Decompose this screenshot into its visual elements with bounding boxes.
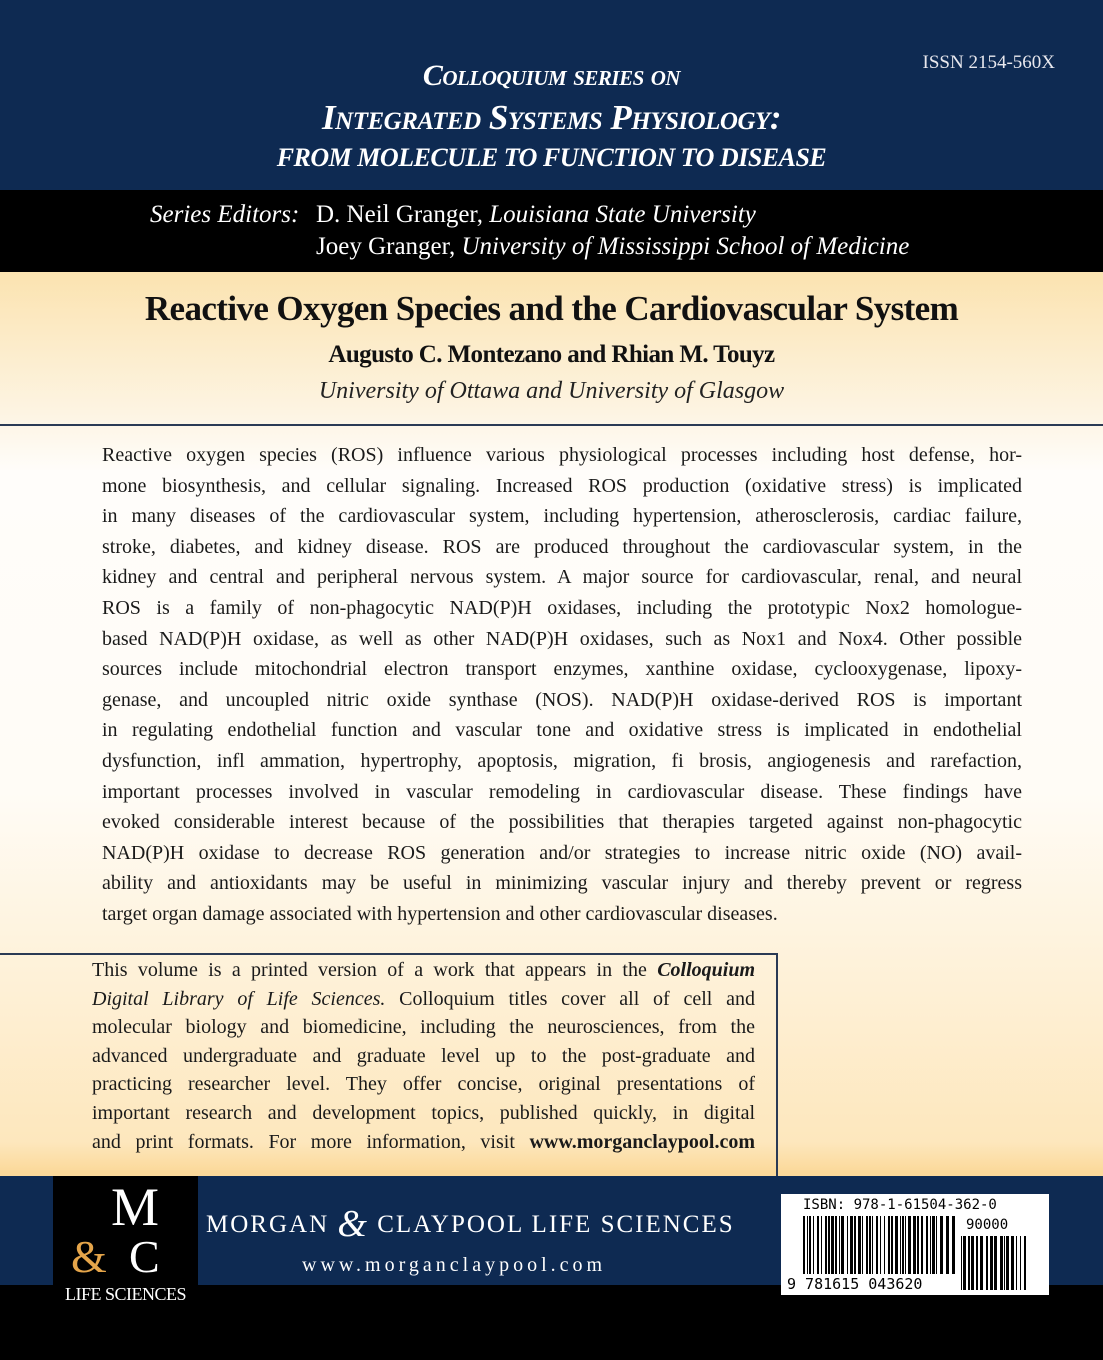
barcode-bar <box>858 1216 861 1274</box>
abstract-line: kidney and central and peripheral nervous system. A major source for cardiovascular, renal, and neural <box>102 566 1022 589</box>
series-title-line2: Integrated Systems Physiology: <box>322 98 781 137</box>
info-box <box>92 956 755 1156</box>
barcode-bar <box>839 1216 840 1274</box>
editor-2 <box>316 232 909 262</box>
barcode-bar <box>825 1216 827 1274</box>
barcode-bar <box>986 1236 988 1290</box>
barcode-bar <box>926 1216 928 1274</box>
barcode-bar <box>994 1236 997 1290</box>
barcode-bar <box>968 1236 970 1290</box>
series-title-line3: FROM MOLECULE TO FUNCTION TO DISEASE <box>276 143 827 172</box>
author-affiliation: University of Ottawa and University of Glasgow <box>318 378 785 404</box>
barcode-bar <box>940 1216 943 1274</box>
abstract-line: important processes involved in vascular remodeling in cardiovascular disease. These findings have <box>102 780 1022 803</box>
editors-label: Series Editors: <box>150 201 300 228</box>
barcode-bar <box>976 1236 978 1290</box>
text: molecular biology and biomedicine, including the neurosciences, from the <box>92 1016 755 1039</box>
barcode-bar <box>809 1216 811 1274</box>
logo-letter: C <box>129 1231 160 1282</box>
editor-1 <box>316 200 756 230</box>
barcode-bar <box>866 1216 868 1274</box>
series-header <box>0 0 1103 190</box>
barcode-bar <box>847 1216 848 1274</box>
price-barcode-bars <box>961 1236 1031 1290</box>
barcode-bar <box>884 1216 885 1274</box>
barcode-bar <box>1016 1236 1017 1290</box>
book-authors: Augusto C. Montezano and Rhian M. Touyz <box>328 341 775 368</box>
publisher-logo <box>53 1176 198 1305</box>
text: Colloquium <box>657 959 755 981</box>
barcode-bar <box>821 1216 822 1274</box>
abstract-line: ROS is a family of non-phagocytic NAD(P)H oxidases, including the prototypic Nox2 homologue- <box>102 596 1022 619</box>
barcode-bar <box>900 1216 901 1274</box>
barcode-bar <box>835 1216 837 1274</box>
ean-number: 9 781615 043620 <box>787 1275 923 1293</box>
price-code: 90000 <box>966 1217 1009 1233</box>
barcode-bar <box>1011 1236 1014 1290</box>
text: Colloquium titles cover all of cell and <box>399 987 755 1010</box>
isbn-barcode <box>781 1194 1049 1295</box>
logo-ampersand: & <box>71 1231 107 1282</box>
barcode-bar <box>872 1216 873 1274</box>
barcode-bar <box>902 1216 904 1274</box>
divider <box>0 424 1103 426</box>
barcode-bar <box>869 1216 871 1274</box>
barcode-bar <box>895 1216 898 1274</box>
abstract-line: based NAD(P)H oxidase, as well as other NAD(P)H oxidases, such as Nox1 and Nox4. Other possible <box>102 627 1022 650</box>
abstract-line: ability and antioxidants may be useful in minimizing vascular injury and thereby prevent or regress <box>102 872 1022 895</box>
barcode-bar <box>1024 1236 1026 1290</box>
book-title: Reactive Oxygen Species and the Cardiovascular System <box>144 289 959 328</box>
barcode-bar <box>1006 1236 1009 1290</box>
barcode-bar <box>936 1216 937 1274</box>
barcode-bar <box>961 1236 962 1290</box>
abstract-line: target organ damage associated with hypertension and other cardiovascular diseases. <box>102 902 778 925</box>
abstract-line: in many diseases of the cardiovascular system, including hypertension, atherosclerosis, cardiac failure, <box>102 505 1022 528</box>
text: Digital Library of Life Sciences. <box>92 987 386 1010</box>
barcode-bar <box>971 1236 974 1290</box>
abstract-line: Reactive oxygen species (ROS) influence various physiological processes including host defense, hor- <box>102 444 1022 466</box>
barcode-bar <box>963 1236 966 1290</box>
barcode-bar <box>990 1236 993 1290</box>
barcode-bar <box>891 1216 893 1274</box>
barcode-bar <box>828 1216 830 1274</box>
text: practicing researcher level. They offer concise, original presentations of <box>92 1073 755 1096</box>
barcode-bar <box>980 1236 983 1290</box>
logo-letter: M <box>111 1177 160 1237</box>
barcode-bar <box>1000 1236 1003 1290</box>
barcode-bar <box>1004 1236 1005 1290</box>
barcode-bar <box>831 1216 834 1274</box>
barcode-bar <box>908 1216 911 1274</box>
barcode-bar <box>850 1216 853 1274</box>
publisher-url[interactable]: www.morganclaypool.com <box>302 1254 607 1276</box>
barcode-bar <box>803 1216 805 1274</box>
barcode-bars <box>803 1216 955 1274</box>
text: MORGAN <box>206 1211 330 1238</box>
abstract-line: mone biosynthesis, and cellular signaling. Increased ROS production (oxidative stress) is implicated <box>102 474 1022 497</box>
text: CLAYPOOL LIFE SCIENCES <box>377 1211 735 1238</box>
abstract-line: evoked considerable interest because of the possibilities that therapies targeted against non-phagocytic <box>102 811 1022 834</box>
abstract-line: genase, and uncoupled nitric oxide synthase (NOS). NAD(P)H oxidase-derived ROS is important <box>102 688 1022 711</box>
editor-affiliation: University of Mississippi School of Medicine <box>461 233 910 260</box>
abstract-line: stroke, diabetes, and kidney disease. ROS are produced throughout the cardiovascular system, in the <box>102 535 1022 558</box>
abstract-line: NAD(P)H oxidase to decrease ROS generation and/or strategies to increase nitric oxide (NO) avail- <box>102 841 1022 864</box>
barcode-bar <box>917 1216 919 1274</box>
barcode-bar <box>888 1216 890 1274</box>
series-title-line1: Colloquium series on <box>422 59 681 92</box>
abstract <box>102 440 1022 930</box>
abstract-line: sources include mitochondrial electron transport enzymes, xanthine oxidase, cyclooxygenase, lipoxy- <box>102 658 1022 681</box>
text: advanced undergraduate and graduate level up to the post-graduate and <box>92 1044 755 1067</box>
text: & <box>337 1203 369 1245</box>
publisher-name <box>206 1204 735 1245</box>
barcode-bar <box>854 1216 856 1274</box>
barcode-bar <box>876 1216 878 1274</box>
issn: ISSN 2154-560X <box>922 52 1055 73</box>
barcode-bar <box>930 1216 931 1274</box>
barcode-bar <box>841 1216 844 1274</box>
abstract-line: in regulating endothelial function and vascular tone and oxidative stress is implicated in endothelial <box>102 719 1022 742</box>
editor-name: D. Neil Granger, <box>316 201 483 228</box>
barcode-bar <box>913 1216 916 1274</box>
barcode-bar <box>862 1216 863 1274</box>
website-link[interactable]: www.morganclaypool.com <box>529 1130 755 1153</box>
barcode-bar <box>952 1216 955 1274</box>
editor-affiliation: Louisiana State University <box>489 201 756 228</box>
barcode-bar <box>932 1216 935 1274</box>
barcode-bar <box>1020 1236 1021 1290</box>
text: and print formats. For more information, visit <box>92 1130 515 1153</box>
isbn-number: ISBN: 978-1-61504-362-0 <box>803 1197 997 1213</box>
barcode-bar <box>946 1216 949 1274</box>
abstract-line: dysfunction, infl ammation, hypertrophy, apoptosis, migration, fi brosis, angiogenesis and rarefaction, <box>102 749 1022 772</box>
barcode-bar <box>880 1216 881 1274</box>
series-editors <box>0 190 1103 272</box>
text: important research and development topics, published quickly, in digital <box>92 1101 755 1124</box>
barcode-bar <box>921 1216 923 1274</box>
barcode-bar <box>817 1216 819 1274</box>
barcode-bar <box>807 1216 808 1274</box>
barcode-bar <box>905 1216 906 1274</box>
barcode-bar <box>813 1216 814 1274</box>
text: This volume is a printed version of a work that appears in the <box>92 959 647 981</box>
logo-subtitle: LIFE SCIENCES <box>64 1284 186 1304</box>
editor-name: Joey Granger, <box>316 233 456 260</box>
